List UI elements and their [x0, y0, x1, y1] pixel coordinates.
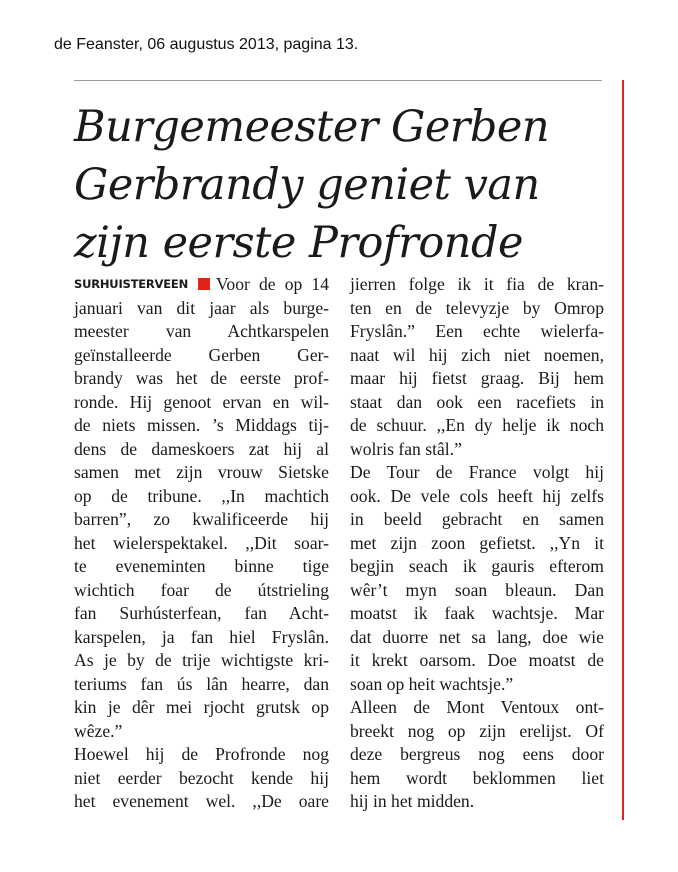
text-line: teriums fan ús lân hearre, dan — [74, 673, 329, 694]
text-line: Fryslân.” Een echte wielerfa- — [350, 321, 604, 341]
text-line: met zijn zoon gefietst. ,,Yn it — [350, 532, 604, 553]
source-line: de Feanster, 06 augustus 2013, pagina 13. — [54, 36, 359, 53]
text-line: soan op heit wachtsje.” — [350, 673, 514, 694]
text-line: maar hij fietst graag. Bij hem — [350, 368, 604, 388]
text-line: geïnstalleerde Gerben Ger- — [74, 344, 329, 365]
headline-line: Burgemeester Gerben — [74, 102, 550, 152]
article-column-right — [350, 273, 604, 814]
text-line: dens de dameskoers zat hij al — [74, 438, 329, 459]
text-line: Alleen de Mont Ventoux ont- — [350, 697, 604, 717]
top-divider — [74, 80, 602, 81]
text-line: De Tour de France volgt hij — [350, 462, 604, 482]
red-square-marker — [198, 278, 210, 290]
text-line: ronde. Hij genoot ervan en wil- — [74, 391, 329, 412]
text-line: hem wordt beklommen liet — [350, 767, 604, 788]
text-line: deze bergreus nog eens door — [350, 744, 604, 764]
headline-line: zijn eerste Profronde — [74, 218, 523, 268]
text-line: begjin seach ik gauris efterom — [350, 556, 604, 576]
text-line: hij in het midden. — [350, 791, 475, 811]
text-line: moatst ik faak wachtsje. Mar — [350, 603, 604, 623]
text-line: wêr’t myn soan bleaun. Dan — [350, 579, 604, 600]
text-line: de niets missen. ’s Middags tij- — [74, 415, 329, 435]
text-line: ten en de televyzje by Omrop — [350, 297, 604, 318]
headline-line: Gerbrandy geniet van — [74, 160, 540, 210]
text-line: wêze.” — [74, 720, 123, 741]
text-line: it krekt oarsom. Doe moatst de — [350, 650, 604, 670]
text-line: in beeld gebracht en samen — [350, 509, 604, 529]
text-line: samen met zijn vrouw Sietske — [74, 462, 329, 482]
text-line: kin je dêr mei rjocht grutsk op — [74, 697, 329, 717]
text-line: het evenement wel. ,,De oare — [74, 791, 329, 811]
article-column-left — [74, 273, 329, 814]
text-line: breekt nog op zijn erelijst. Of — [350, 720, 604, 741]
text-line: fan Surhústerfean, fan Acht- — [74, 603, 329, 623]
red-column-rule — [622, 80, 624, 820]
text-line: barren”, zo kwalificeerde hij — [74, 509, 329, 529]
text-line: niet eerder bezocht kende hij — [74, 767, 329, 788]
headline — [74, 98, 614, 272]
text-line: ook. De vele cols heeft hij zelfs — [350, 485, 604, 506]
text-line: wichtich foar de útstrieling — [74, 579, 329, 600]
text-line: januari van dit jaar als burge- — [74, 297, 329, 318]
text-line: de schuur. ,,En dy helje ik noch — [350, 415, 604, 435]
text-line: karspelen, ja fan hiel Fryslân. — [74, 626, 329, 647]
dateline: SURHUISTERVEEN — [74, 277, 188, 291]
text-line: jierren folge ik it fia de kran- — [350, 274, 604, 294]
text-line: te eveneminten binne tige — [74, 556, 329, 576]
text-line: Hoewel hij de Profronde nog — [74, 744, 329, 764]
text-line-content: Voor de op 14 — [216, 274, 329, 294]
text-line: op de tribune. ,,In machtich — [74, 485, 329, 506]
text-line: het wielerspektakel. ,,Dit soar- — [74, 532, 329, 553]
text-line: meester van Achtkarspelen — [74, 321, 329, 341]
text-line: naat wil hij zich niet noemen, — [350, 344, 604, 365]
text-line: staat dan ook een racefiets in — [350, 391, 604, 412]
text-line: wolris fan stâl.” — [350, 438, 462, 459]
text-line: dat duorre net sa lang, doe wie — [350, 626, 604, 647]
text-line — [74, 273, 329, 297]
text-line: brandy was het de eerste prof- — [74, 368, 329, 388]
text-line: As je by de trije wichtigste kri- — [74, 650, 329, 670]
